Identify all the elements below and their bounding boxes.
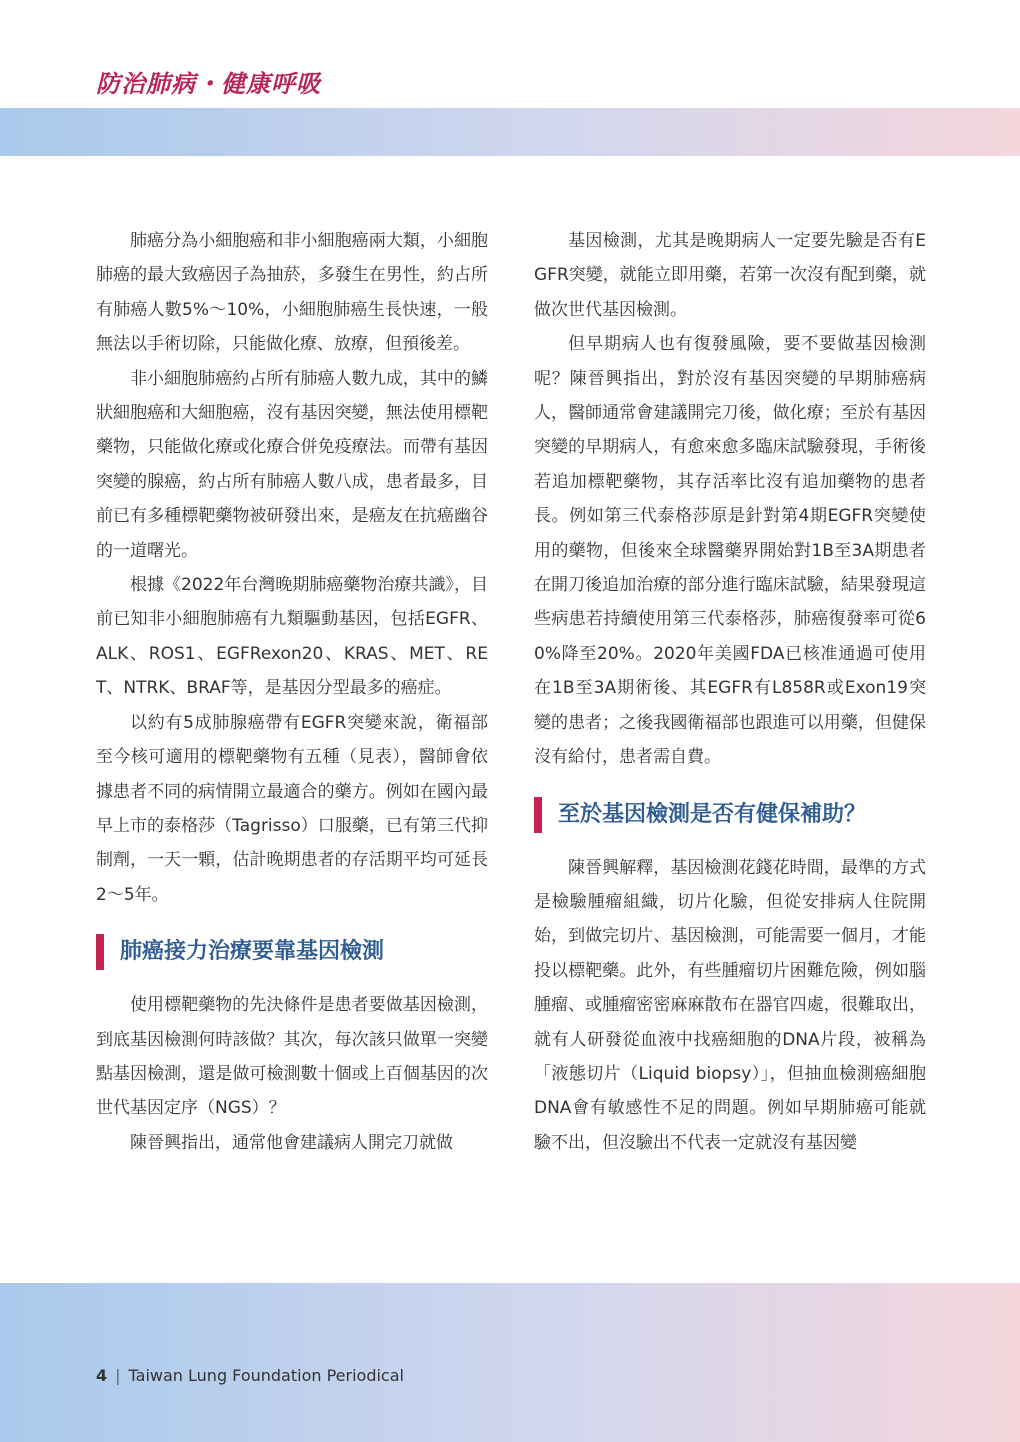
paragraph: 基因檢測，尤其是晚期病人一定要先驗是否有EGFR突變，就能立即用藥，若第一次沒有配到藥，就做次世代基因檢測。 — [534, 231, 926, 320]
section-heading-text: 至於基因檢測是否有健保補助？ — [558, 801, 867, 827]
section-heading-gene-testing — [96, 932, 488, 972]
paragraph: 肺癌分為小細胞癌和非小細胞癌兩大類，小細胞肺癌的最大致癌因子為抽菸，多發生在男性，約占所有肺癌人數5%～10%，小細胞肺癌生長快速，一般無法以手術切除，只能做化療、放療，但預後差。 — [96, 231, 488, 355]
paragraph: 陳晉興解釋，基因檢測花錢花時間，最準的方式是檢驗腫瘤組織，切片化驗，但從安排病人住院開始，到做完切片、基因檢測，可能需要一個月，才能投以標靶藥。此外，有些腫瘤切片困難危險，例如腦腫瘤、或腫瘤密密麻麻散布在器官四處，很難取出，就有人研發從血液中找癌細胞的DNA片段，被稱為「液態切片（Liquid biopsy）」，但抽血檢測癌細胞DNA會有敏感性不足的問題。例如早期肺癌可能就驗不出，但沒驗出不代表一定就沒有基因變 — [534, 857, 926, 1153]
right-column — [534, 224, 926, 1160]
footer — [96, 1366, 404, 1385]
section-heading-text: 肺癌接力治療要靠基因檢測 — [120, 939, 385, 965]
heading-bar-icon — [534, 797, 542, 833]
paragraph: 但早期病人也有復發風險，要不要做基因檢測呢？陳晉興指出，對於沒有基因突變的早期肺癌病人，醫師通常會建議開完刀後，做化療；至於有基因突變的早期病人，有愈來愈多臨床試驗發現，手術後若追加標靶藥物，其存活率比沒有追加藥物的患者長。例如第三代泰格莎原是針對第4期EGFR突變使用的藥物，但後來全球醫藥界開始對1B至3A期患者在開刀後追加治療的部分進行臨床試驗，結果發現這些病患若持續使用第三代泰格莎，肺癌復發率可從60%降至20%。2020年美國FDA已核准通過可使用在1B至3A期術後、其EGFR有L858R或Exon19突變的患者；之後我國衛福部也跟進可以用藥，但健保沒有給付，患者需自費。 — [534, 334, 926, 768]
heading-bar-icon — [96, 934, 104, 970]
paragraph: 陳晉興指出，通常他會建議病人開完刀就做 — [130, 1132, 453, 1153]
section-heading-insurance — [534, 795, 926, 835]
left-column — [96, 224, 488, 1160]
paragraph: 以約有5成肺腺癌帶有EGFR突變來說，衛福部至今核可適用的標靶藥物有五種（見表），醫師會依據患者不同的病情開立最適合的藥方。例如在國內最早上市的泰格莎（Tagrisso）口服藥，已有第三代抑制劑，一天一顆，估計晚期患者的存活期平均可延長2～5年。 — [96, 712, 488, 905]
header-band — [0, 108, 1020, 156]
footer-separator: | — [115, 1366, 121, 1385]
page-number: 4 — [96, 1366, 108, 1385]
footer-band — [0, 1283, 1020, 1442]
publication-name: Taiwan Lung Foundation Periodical — [128, 1366, 404, 1385]
paragraph: 非小細胞肺癌約占所有肺癌人數九成，其中的鱗狀細胞癌和大細胞癌，沒有基因突變，無法使用標靶藥物，只能做化療或化療合併免疫療法。而帶有基因突變的腺癌，約占所有肺癌人數八成，患者最多，目前已有多種標靶藥物被研發出來，是癌友在抗癌幽谷的一道曙光。 — [96, 368, 488, 561]
paragraph: 使用標靶藥物的先決條件是患者要做基因檢測，到底基因檢測何時該做？其次，每次該只做單一突變點基因檢測，還是做可檢測數十個或上百個基因的次世代基因定序（NGS）？ — [96, 995, 488, 1119]
header-title: 防治肺病・健康呼吸 — [96, 69, 321, 98]
paragraph: 根據《2022年台灣晚期肺癌藥物治療共識》，目前已知非小細胞肺癌有九類驅動基因，包括EGFR、ALK、ROS1、EGFRexon20、KRAS、MET、RET、NTRK、BRAF等，是基因分型最多的癌症。 — [96, 575, 488, 699]
